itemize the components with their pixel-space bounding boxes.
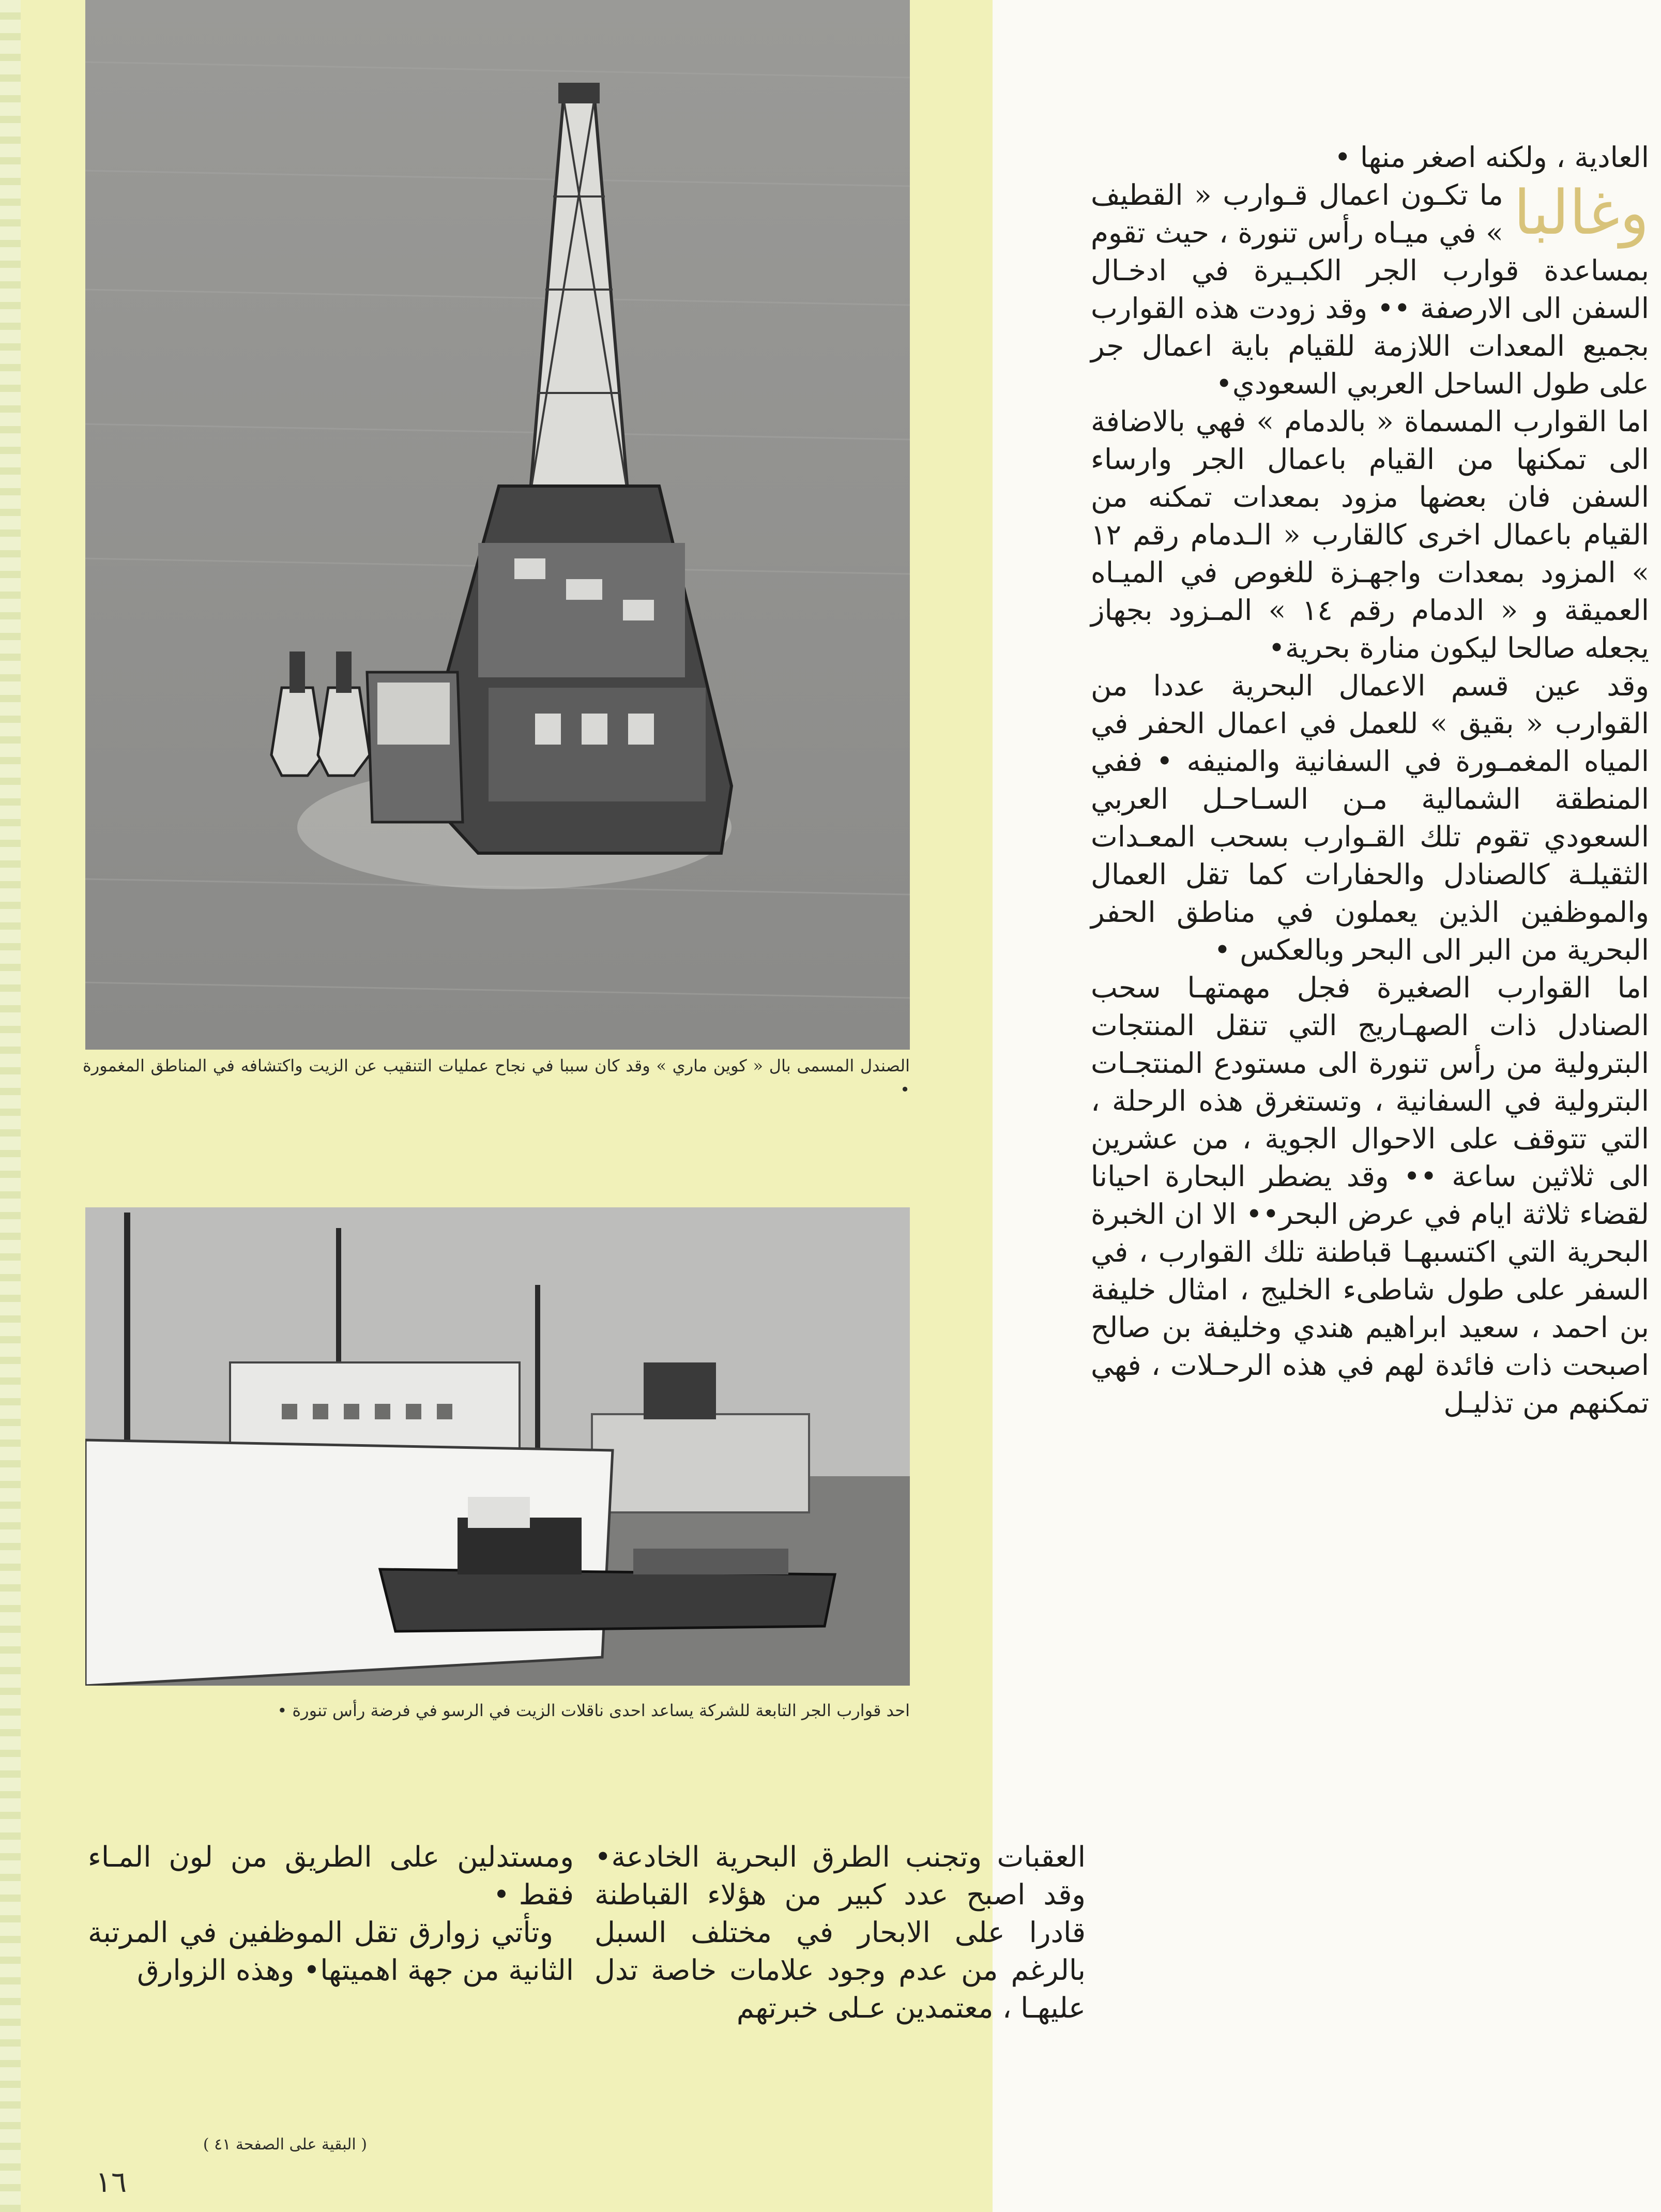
middle-text-column: [595, 1838, 1086, 2027]
drop-cap-word: وغالبا: [1513, 177, 1649, 248]
continued-note: ( البقية على الصفحة ٤١ ): [203, 2135, 367, 2154]
left-paragraph-1: ومستدلين على الطريق من لون المـاء فقط •: [88, 1840, 574, 1911]
paragraph-4: اما القوارب الصغيرة فجل مهمتهـا سحب الصنادل ذات الصهـاريج التي تنقل المنتجات البترولية من رأس تنورة الى مستودع المنتجـات البترولية في السفانية ، وتستغرق هذه الرحلة ، التي تتوقف على الاحوال الجوية ، من عشرين الى ثلاثين ساعة •• وقد يضطر البحارة احيانا لقضاء ثلاثة ايام في عرض البحر•• الا ان الخبرة البحرية التي اكتسبهـا قباطنة تلك القوارب ، في السفر على طول شاطىء الخليج ، امثال خليفة بن احمد ، سعيد ابراهيم هندي وخليفة بن صالح اصبحت ذات فائدة لهم في هذه الرحـلات ، فهي تمكنهم من تذليـل: [1091, 971, 1649, 1419]
right-text-column: [1091, 139, 1649, 1422]
drilling-barge-photo: [85, 0, 910, 1050]
paragraph-3: وقد عين قسم الاعمال البحرية عددا من القوارب « بقيق » للعمل في اعمال الحفر في المياه المغمـورة في السفانية والمنيفه • ففي المنطقة الشمالية مـن السـاحـل العربي السعودي تقوم تلك القـوارب بسحب المعـدات الثقيلـة كالصنادل والحفارات كما تقل العمال والموظفين الذين يعملون في مناطق الحفر البحرية من البر الى البحر وبالعكس •: [1091, 669, 1649, 966]
tugboat-tanker-photo: [85, 1207, 910, 1686]
page-number: ١٦: [95, 2165, 127, 2199]
top-photo-caption: الصندل المسمى بال « كوين ماري » وقد كان سببا في نجاح عمليات التنقيب عن الزيت واكتشافه في المناطق المغمورة •: [83, 1056, 910, 1099]
paragraph-1: وغالبا ما تكـون اعمال قـوارب « القطيف » في ميـاه رأس تنورة ، حيث تقوم بمساعدة قوارب الجر الكبـيرة في ادخـال السفن الى الارصفة •• وقد زودت هذه القوارب بجميع المعدات اللازمة للقيام باية اعمال جر على طول الساحل العربي السعودي•: [1091, 177, 1649, 400]
decorative-border: [0, 0, 21, 2212]
middle-paragraph: العقبات وتجنب الطرق البحرية الخادعة• وقد اصبح عدد كبير من هؤلاء القباطنة قادرا على الابحار في مختلف السبل بالرغم من عدم وجود علامات خاصة تدل عليهـا ، معتمدين عـلى خبرتهم: [595, 1840, 1086, 2024]
left-paragraph-2: وتأتي زوارق تقل الموظفين في المرتبة الثانية من جهة اهميتها• وهذه الزوارق: [88, 1916, 574, 1987]
left-text-column: [88, 1838, 574, 1989]
paragraph-2: اما القوارب المسماة « بالدمام » فهي بالاضافة الى تمكنها من القيام باعمال الجر وارساء السفن فان بعضها مزود بمعدات تمكنه من القيام باعمال اخرى كالقارب « الـدمام رقم ١٢ » المزود بمعدات واجهـزة للغوص في الميـاه العميقة و « الدمام رقم ١٤ » المـزود بجهاز يجعله صالحا ليكون منارة بحرية•: [1091, 405, 1649, 664]
intro-line: العادية ، ولكنه اصغر منها •: [1334, 141, 1649, 174]
bottom-photo-caption: احد قوارب الجر التابعة للشركة يساعد احدى ناقلات الزيت في الرسو في فرضة رأس تنورة •: [277, 1701, 910, 1720]
